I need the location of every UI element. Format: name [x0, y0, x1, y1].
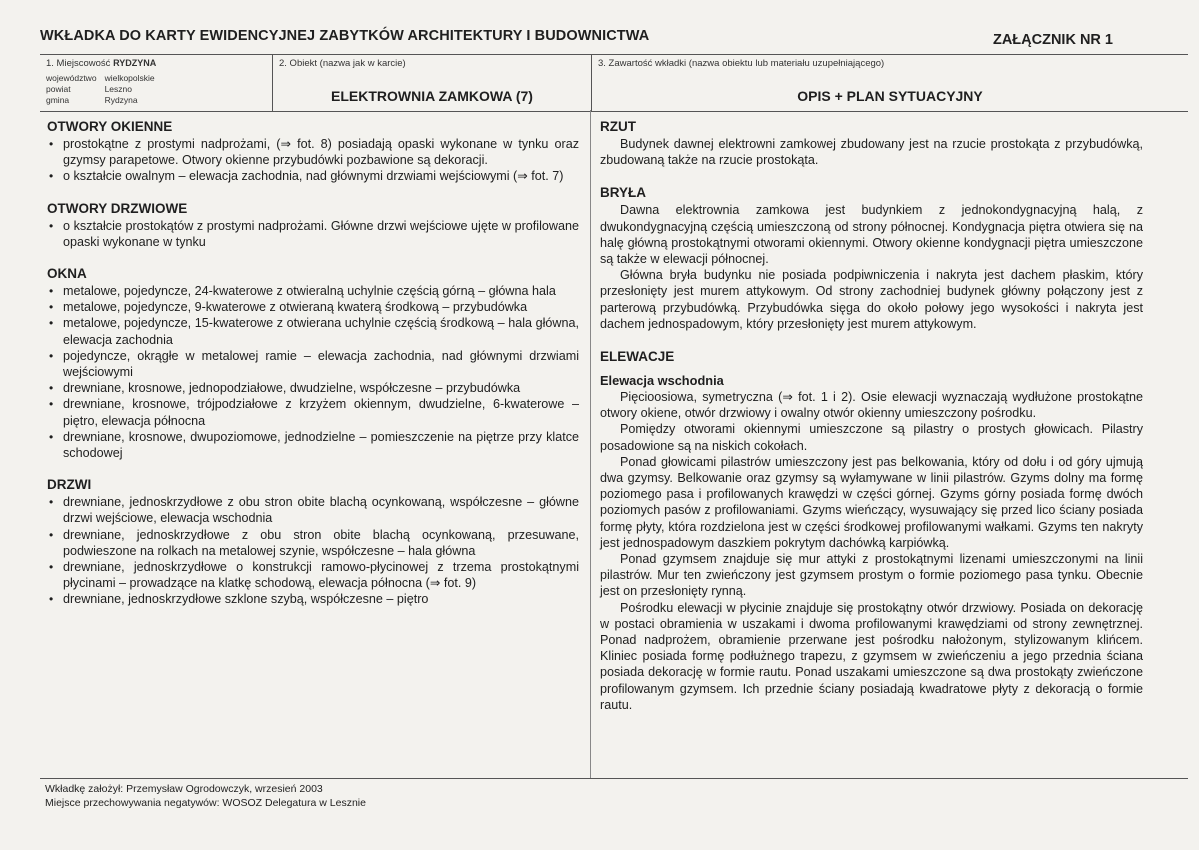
paragraph: Ponad głowicami pilastrów umieszczony jest pas belkowania, który od dołu i od góry ujmują dwa gzymsy. Belkowanie oraz gzymsy są wyłamywane w linii pilastrów. Gzyms dolny ma formę poziomego pasa i profilowanych krawędzi w części górnej. Gzyms górny posiada formę dwóch poziomych pasów z profilowaniami. Gzyms wieńczący, wysuwający się przed lico ściany posiada formę płyty, która rozdzielona jest w części środkowej profilowanymi wałkami. Gzyms ten nakryty jest jednospadowym daszkiem pokrytym dachówką karpiówką. [600, 454, 1143, 550]
list-otwory-okienne [47, 136, 579, 185]
annex-label: ZAŁĄCZNIK NR 1 [992, 32, 1113, 48]
section-title-rzut: RZUT [600, 119, 636, 134]
column-divider [590, 110, 591, 778]
footer [45, 783, 366, 810]
object-cell [273, 55, 592, 111]
table-row [46, 84, 163, 95]
list-item: • prostokątne z prostymi nadprożami, (⇒ fot. 8) posiadają opaski wykonane w tynku oraz gzymsy parapetowe. Otwory okienne przybudówki pozbawione są dekoracji. [63, 136, 579, 168]
footer-rule [40, 778, 1188, 779]
paragraph: Dawna elektrownia zamkowa jest budynkiem z jednokondygnacyjną halą, z dwukondygnacyjną częścią umieszczoną od strony północnej. Kondygnacja piętra otwiera się na halę główną prostokątnymi otworami okiennymi. Otwory okienne kondygnacji piętra umieszczone są także w elewacji północnej. [600, 203, 1143, 267]
location-table [46, 73, 163, 106]
list-drzwi [47, 494, 579, 607]
left-column [47, 118, 579, 608]
list-item: • drewniane, jednoskrzydłowe o konstrukcji ramowo-płycinowej z trzema prostokątnymi płycinami – prowadzące na klatkę schodową, elewacja północna (⇒ fot. 9) [63, 559, 579, 591]
list-otwory-drzwiowe [47, 218, 579, 250]
location-value: RYDZYNA [113, 58, 157, 68]
paragraph: Pośrodku elewacji w płycinie znajduje się prostokątny otwór drzwiowy. Posiada on dekorację w postaci obramienia w uszakami i dwoma profilowanymi krawędziami od strony zewnętrznej. Ponad nadprożem, obramienie przerwane jest pośrodku nałożonym, stylizowanym klińcem. Kliniec posiada formę podłużnego trapezu, z gzymsem w zwieńczeniu a jego przednia ściana posiada dekorację w formie rautu. Ponad uszakami umieszczone są dwa prostokąty zwieńczone profilowanym gzymsem. Ich przednie ściany posiadają kwadratowe płyty z dekoracją o formie rautu. [600, 600, 1143, 712]
list-item: • drewniane, jednoskrzydłowe z obu stron obite blachą ocynkowaną, przesuwane, podwieszone na rolkach na metalowej szynie, współczesne – hala główna [63, 527, 579, 559]
footer-storage: Miejsce przechowywania negatywów: WOSOZ Delegatura w Lesznie [45, 796, 366, 809]
list-okna [47, 283, 579, 461]
list-item: • drewniane, krosnowe, dwupoziomowe, jednodzielne – pomieszczenie na piętrze przy klatce schodowej [63, 429, 579, 461]
subsection-title-elewacja-wschodnia: Elewacja wschodnia [600, 373, 724, 389]
section-title-otwory-okienne: OTWORY OKIENNE [47, 119, 173, 134]
location-label: powiat [46, 84, 71, 94]
location-row-value: Rydzyna [104, 95, 138, 105]
location-row-value: wielkopolskie [104, 73, 155, 83]
list-item: • metalowe, pojedyncze, 24-kwaterowe z otwieralną uchylnie częścią górną – główna hala [63, 283, 579, 299]
location-cell [40, 55, 273, 111]
section-title-bryla: BRYŁA [600, 185, 646, 201]
table-row [46, 73, 163, 84]
document-title: WKŁADKA DO KARTY EWIDENCYJNEJ ZABYTKÓW ARCHITEKTURY I BUDOWNICTWA [40, 28, 650, 44]
list-item: • drewniane, jednoskrzydłowe szklone szybą, współczesne – piętro [63, 591, 579, 607]
section-title-okna: OKNA [47, 266, 87, 282]
content-caption: 3. Zawartość wkładki (nazwa obiektu lub materiału uzupełniającego) [598, 58, 885, 69]
list-item: • metalowe, pojedyncze, 15-kwaterowe z otwierana uchylnie częścią środkową – hala główna, elewacja zachodnia [63, 315, 579, 347]
paragraph: Budynek dawnej elektrowni zamkowej zbudowany jest na rzucie prostokąta z przybudówką, zbudowaną także na rzucie prostokąta. [600, 137, 1143, 168]
metadata-row [40, 54, 1188, 112]
paragraph: Pomiędzy otworami okiennymi umieszczone są pilastry o prostych głowicach. Pilastry posadowione są na niskich cokołach. [600, 422, 1143, 453]
table-row [46, 95, 163, 106]
content-cell [592, 55, 1188, 111]
paragraph: Pięcioosiowa, symetryczna (⇒ fot. 1 i 2). Osie elewacji wyznaczają wydłużone prostokątne otwory okiene, otwór drzwiowy i owalny otwór okienny umieszczony pośrodku. [600, 390, 1143, 421]
location-label: gmina [46, 95, 70, 105]
object-caption: 2. Obiekt (nazwa jak w karcie) [279, 58, 406, 69]
paragraph: Ponad gzymsem znajduje się mur attyki z prostokątnymi lizenami umieszczonymi na linii pilastrów. Mur ten zwieńczony jest gzymsem prostym o formie poziomego pasa tynku. Obecnie jest on przesłonięty rynną. [600, 552, 1143, 599]
location-row-value: Leszno [104, 84, 132, 94]
location-label: województwo [46, 73, 97, 83]
footer-author: Wkładkę założył: Przemysław Ogrodowczyk, wrzesień 2003 [45, 783, 323, 795]
section-title-drzwi: DRZWI [47, 477, 92, 493]
list-item: • pojedyncze, okrągłe w metalowej ramie – elewacja zachodnia, nad głównymi drzwiami wejściowymi [63, 348, 579, 380]
paragraph: Główna bryła budynku nie posiada podpiwniczenia i nakryta jest dachem płaskim, który przesłonięty jest murem attykowym. Od strony zachodniej budynek główny połączony jest z parterową przybudówką. Przybudówka sięga do około połowy jego wysokości i nakryta jest dachem jednospadowym, który przesłonięty jest murem attykowym. [600, 268, 1143, 331]
list-item: • drewniane, krosnowe, jednopodziałowe, dwudzielne, współczesne – przybudówka [63, 380, 579, 396]
list-item: • drewniane, krosnowe, trójpodziałowe z krzyżem okiennym, dwudzielne, 6-kwaterowe – piętro, elewacja północna [63, 396, 579, 428]
section-title-otwory-drzwiowe: OTWORY DRZWIOWE [47, 200, 188, 216]
right-column [600, 118, 1143, 713]
section-title-elewacje: ELEWACJE [600, 349, 675, 365]
content-value: OPIS + PLAN SYTUACYJNY [797, 88, 983, 104]
list-item: • drewniane, jednoskrzydłowe z obu stron obite blachą ocynkowaną, współczesne – główne drzwi wejściowe, elewacja wschodnia [63, 494, 579, 526]
location-caption: 1. Miejscowość [46, 58, 111, 69]
object-value: ELEKTROWNIA ZAMKOWA (7) [331, 88, 533, 104]
list-item: • o kształcie prostokątów z prostymi nadprożami. Główne drzwi wejściowe ujęte w profilowane opaski wykonane w tynku [63, 218, 579, 250]
list-item: • metalowe, pojedyncze, 9-kwaterowe z otwieraną kwaterą środkową – przybudówka [63, 299, 579, 315]
list-item: • o kształcie owalnym – elewacja zachodnia, nad głównymi drzwiami wejściowymi (⇒ fot. 7) [63, 168, 579, 184]
